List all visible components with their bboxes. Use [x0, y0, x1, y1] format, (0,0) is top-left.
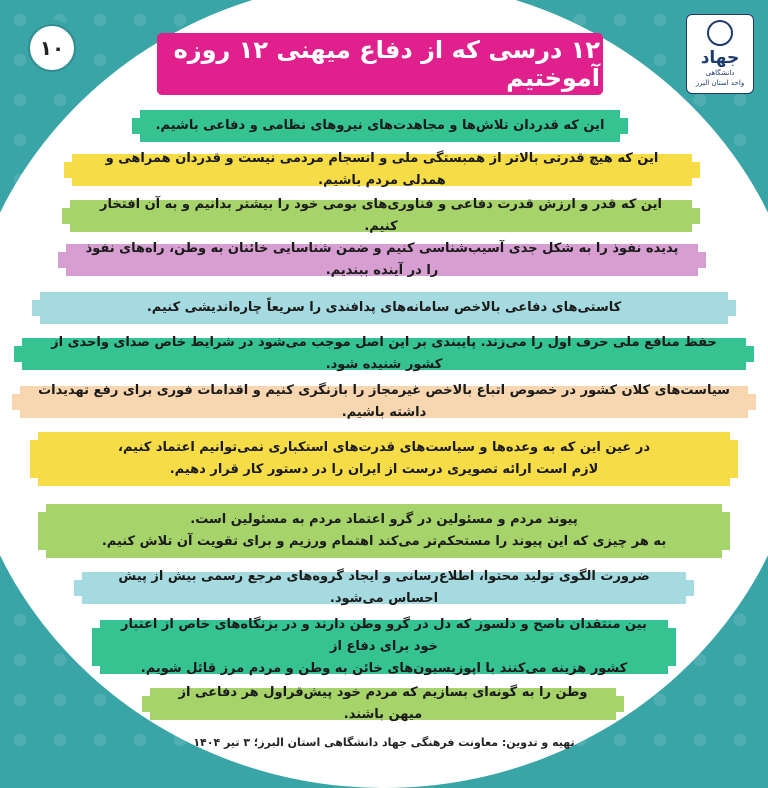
lesson-text: این که قدر و ارزش قدرت دفاعی و فناوری‌های بومی خود را بیشتر بدانیم و به آن افتخار کنیم.	[100, 197, 662, 234]
lesson-text: حفظ منافع ملی حرف اول را می‌زند. پایبندی بر این اصل موجب می‌شود در شرایط خاص صدای واحدی از کشور شنیده شود.	[51, 335, 717, 372]
lesson-card-2	[72, 151, 692, 188]
lesson-text: ضرورت الگوی تولید محتوا، اطلاع‌رسانی و ایجاد گروه‌های مرجع رسمی بیش از پیش احساس می‌شود.	[118, 569, 650, 606]
lesson-card-1	[140, 110, 620, 142]
lesson-card-9	[46, 504, 722, 558]
lesson-text: لازم است ارائه تصویری درست از ایران را در دستور کار قرار دهیم.	[169, 462, 599, 477]
lesson-card-7	[20, 383, 748, 420]
logo-text-sub: دانشگاهی	[705, 69, 735, 77]
lesson-text: به هر چیزی که این پیوند را مستحکم‌تر می‌کند اهتمام ورزیم و برای تقویت آن تلاش کنیم.	[101, 534, 667, 549]
lesson-text: در عین این که به وعده‌ها و سیاست‌های قدرت‌های استکباری نمی‌توانیم اعتماد کنیم،	[118, 440, 650, 455]
lesson-card-11	[100, 617, 668, 676]
lesson-card-6	[22, 335, 746, 372]
lesson-card-5	[40, 292, 728, 324]
lesson-text: سیاست‌های کلان کشور در خصوص اتباع بالاخص غیرمجاز را بازنگری کنیم و اقدامات فوری برای رفع تهدیدات داشته باشیم.	[38, 383, 730, 420]
lesson-text: کشور هزینه می‌کنند با اپوزیسیون‌های خائن به وطن و مردم مرز قائل شویم.	[140, 661, 628, 676]
lesson-text: این که قدردان تلاش‌ها و مجاهدت‌های نیروهای نظامی و دفاعی باشیم.	[155, 118, 605, 133]
page-title: ۱۲ درسی که از دفاع میهنی ۱۲ روزه آموختیم	[160, 36, 600, 92]
lesson-text: پدیده نفوذ را به شکل جدی آسیب‌شناسی کنیم و ضمن شناسایی خائنان به وطن، راه‌های نفوذ را در آینده ببندیم.	[85, 241, 679, 278]
page-number-badge: ۱۰	[28, 24, 76, 72]
lesson-card-12	[150, 685, 616, 722]
footer-credit: تهیه و تدوین: معاونت فرهنگی جهاد دانشگاهی استان البرز؛ ۳ تیر ۱۴۰۴	[193, 736, 575, 749]
logo-text-main: جهاد	[700, 48, 740, 68]
lesson-card-3	[70, 197, 692, 234]
lesson-text: بین منتقدان ناصح و دلسوز که دل در گرو وطن دارند و در بزنگاه‌های خاص از اعتبار خود برای دفاع از	[121, 617, 647, 654]
lesson-text: پیوند مردم و مسئولین در گرو اعتماد مردم به مسئولین است.	[190, 512, 578, 527]
lesson-card-4	[66, 241, 698, 278]
lesson-card-8	[38, 432, 730, 486]
lesson-text: کاستی‌های دفاعی بالاخص سامانه‌های پدافندی را سریعاً چاره‌اندیشی کنیم.	[146, 300, 622, 315]
lesson-text: این که هیچ قدرتی بالاتر از همبستگی ملی و انسجام مردمی نیست و قدردان همراهی و همدلی مردم باشیم.	[105, 151, 659, 188]
logo-text-branch: واحد استان البرز	[695, 79, 745, 87]
lesson-card-10	[82, 569, 686, 606]
lesson-text: وطن را به گونه‌ای بسازیم که مردم خود پیش‌قراول هر دفاعی از میهن باشند.	[178, 685, 588, 722]
